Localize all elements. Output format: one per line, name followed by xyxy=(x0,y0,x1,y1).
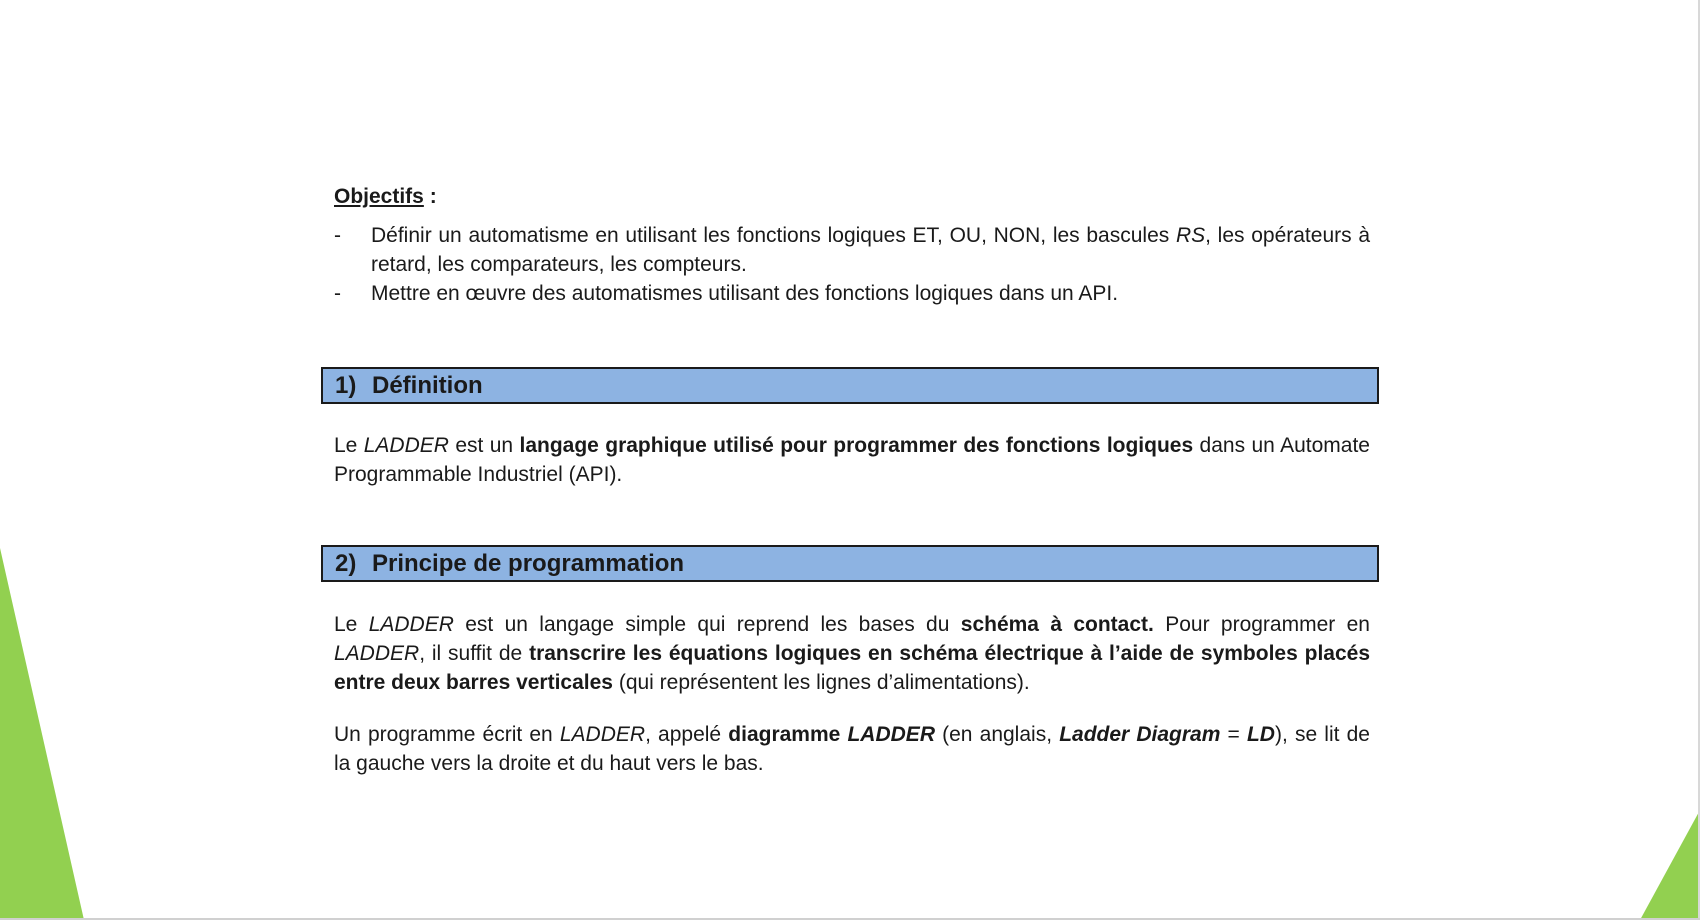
section-title: Définition xyxy=(372,372,483,399)
ladder-term: LADDER xyxy=(363,434,449,457)
definition-paragraph xyxy=(334,431,1370,489)
section-number: 1) xyxy=(335,372,357,399)
bullet-text-rs: RS xyxy=(1175,224,1206,247)
paragraph-text: Un programme écrit en xyxy=(334,723,560,746)
objectifs-title: Objectifs xyxy=(334,185,424,208)
paragraph-text: , appelé xyxy=(645,723,729,746)
principe-paragraph-2 xyxy=(334,720,1370,778)
objectifs-block xyxy=(334,182,1370,308)
list-item xyxy=(334,279,1370,308)
left-green-triangle xyxy=(0,548,84,920)
paragraph-text: dans un Automate Programmable Industriel (API). xyxy=(334,434,1370,486)
ladder-term-bold: LADDER xyxy=(847,723,935,746)
paragraph-text: est un langage simple qui reprend les bases du xyxy=(453,613,961,636)
right-green-triangle xyxy=(1640,810,1700,920)
paragraph-text: est un xyxy=(448,434,520,457)
list-item xyxy=(334,221,1370,279)
ld-term: LD xyxy=(1246,723,1275,746)
paragraph-text: Le xyxy=(334,434,364,457)
objectifs-heading xyxy=(334,182,1370,211)
paragraph-text: (en anglais, xyxy=(934,723,1060,746)
paragraph-bold-text: transcrire les équations logiques en schéma électrique à l’aide de symboles placés entre deux barres verticales xyxy=(334,642,1370,694)
bullet-dash: - xyxy=(334,224,341,247)
paragraph-bold-text: langage graphique utilisé pour programmer des fonctions logiques xyxy=(519,434,1194,457)
ladder-term: LADDER xyxy=(334,642,420,665)
paragraph-text: Pour programmer en xyxy=(1153,613,1370,636)
bullet-text: , les opérateurs à retard, les comparateurs, les compteurs. xyxy=(371,224,1370,276)
bullet-dash: - xyxy=(334,282,341,305)
objectifs-list xyxy=(334,221,1370,308)
section-title: Principe de programmation xyxy=(372,550,685,577)
section-heading-definition xyxy=(321,367,1379,404)
section-number: 2) xyxy=(335,550,357,577)
bullet-text: Définir un automatisme en utilisant les fonctions logiques ET, OU, NON, les bascules xyxy=(371,224,1176,247)
section-heading-principe xyxy=(321,545,1379,582)
paragraph-text: (qui représentent les lignes d’alimentations). xyxy=(613,671,1030,694)
paragraph-text: Le xyxy=(334,613,369,636)
paragraph-text: ), se lit de la gauche vers la droite et du haut vers le bas. xyxy=(334,723,1370,775)
paragraph-bold-text: schéma à contact. xyxy=(960,613,1154,636)
paragraph-bold-text: diagramme xyxy=(728,723,848,746)
ladder-term: LADDER xyxy=(559,723,646,746)
principe-paragraph-1 xyxy=(334,610,1370,697)
paragraph-text: , il suffit de xyxy=(419,642,530,665)
bullet-text: Mettre en œuvre des automatismes utilisant des fonctions logiques dans un API. xyxy=(371,282,1119,305)
ladder-diagram-term: Ladder Diagram xyxy=(1059,723,1221,746)
paragraph-text: = xyxy=(1220,723,1247,746)
ladder-term: LADDER xyxy=(368,613,454,636)
objectifs-colon: : xyxy=(423,185,437,208)
